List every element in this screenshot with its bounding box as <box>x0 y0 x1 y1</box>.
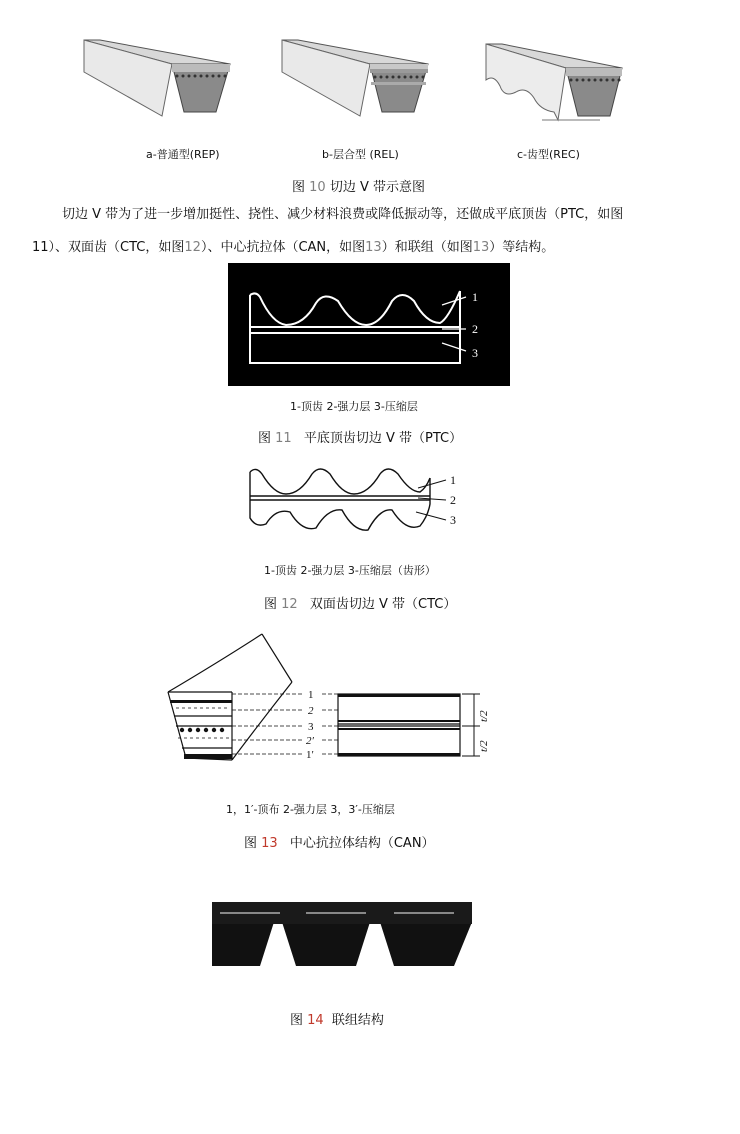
paragraph-line-2c: ）和联组（如图 <box>381 240 473 255</box>
paragraph-line-2a: 11）、双面齿（CTC，如图 <box>32 240 185 255</box>
fig11-title-text: 平底顶齿切边 V 带（PTC） <box>303 431 463 446</box>
paragraph-ref-12: 12 <box>184 240 201 255</box>
fig12-title-text: 双面齿切边 V 带（CTC） <box>309 597 457 612</box>
fig13-label-2prime: 2′ <box>306 735 314 747</box>
fig13-label-3: 3 <box>308 721 314 733</box>
fig10-belt-c <box>482 40 642 124</box>
fig11-label-3: 3 <box>472 346 478 360</box>
fig14-image <box>210 898 474 970</box>
fig10-belt-a <box>80 36 240 120</box>
fig13-dim-bottom: t/2 <box>478 740 490 752</box>
fig14-title-prefix: 图 <box>290 1013 304 1028</box>
fig11-title-num: 11 <box>275 431 292 446</box>
fig10-title <box>292 176 425 195</box>
fig13-dim-top: t/2 <box>478 710 490 722</box>
paragraph-ref-13a: 13 <box>365 240 382 255</box>
fig12-image <box>240 460 470 540</box>
fig10-title-text: 切边 V 带示意图 <box>329 180 426 195</box>
paragraph-line-2b: ）、中心抗拉体（CAN，如图 <box>200 240 366 255</box>
fig13-legend: 1，1′-顶布 2-强力层 3，3′-压缩层 <box>226 803 395 816</box>
fig11-label-2: 2 <box>472 322 478 336</box>
fig12-title-num: 12 <box>281 597 298 612</box>
paragraph-line-1: 切边 V 带为了进一步增加挺性、挠性、减少材料浪费或降低振动等，还做成平底顶齿（PTC，如图 <box>62 207 624 222</box>
paragraph-ref-13b: 13 <box>472 240 490 255</box>
fig10-title-num: 10 <box>309 180 326 195</box>
fig11-legend: 1-顶齿 2-强力层 3-压缩层 <box>290 400 418 413</box>
fig10-caption-c: c-齿型(REC) <box>517 148 580 161</box>
fig11-image <box>228 263 510 386</box>
paragraph-line-2 <box>32 231 692 264</box>
fig13-image <box>162 630 492 770</box>
fig14-title-num: 14 <box>307 1013 324 1028</box>
fig10-title-prefix: 图 <box>292 180 306 195</box>
fig12-label-2: 2 <box>450 493 456 507</box>
fig12-legend: 1-顶齿 2-强力层 3-压缩层（齿形） <box>264 564 436 577</box>
fig14-title <box>290 1009 384 1028</box>
fig13-title-prefix: 图 <box>244 836 258 851</box>
fig12-label-1: 1 <box>450 473 456 487</box>
paragraph-line-2d: ）等结构。 <box>489 240 555 255</box>
fig13-label-1: 1 <box>308 689 314 701</box>
fig10-caption-a: a-普通型(REP) <box>146 148 220 161</box>
fig11-title-prefix: 图 <box>258 431 272 446</box>
fig10-belt-b <box>278 36 438 120</box>
fig12-label-3: 3 <box>450 513 456 527</box>
fig12-title-prefix: 图 <box>264 597 278 612</box>
fig11-label-1: 1 <box>472 290 478 304</box>
fig13-label-1prime: 1′ <box>306 749 314 761</box>
fig13-title-text: 中心抗拉体结构（CAN） <box>289 836 435 851</box>
fig10-caption-b: b-层合型 (REL) <box>322 148 399 161</box>
fig12-title <box>264 593 456 612</box>
fig13-label-2: 2 <box>308 705 314 717</box>
fig13-title-num: 13 <box>261 836 278 851</box>
fig11-title <box>258 427 462 446</box>
fig13-title <box>244 832 435 851</box>
fig14-title-text: 联组结构 <box>331 1013 384 1028</box>
body-paragraph <box>32 198 692 264</box>
